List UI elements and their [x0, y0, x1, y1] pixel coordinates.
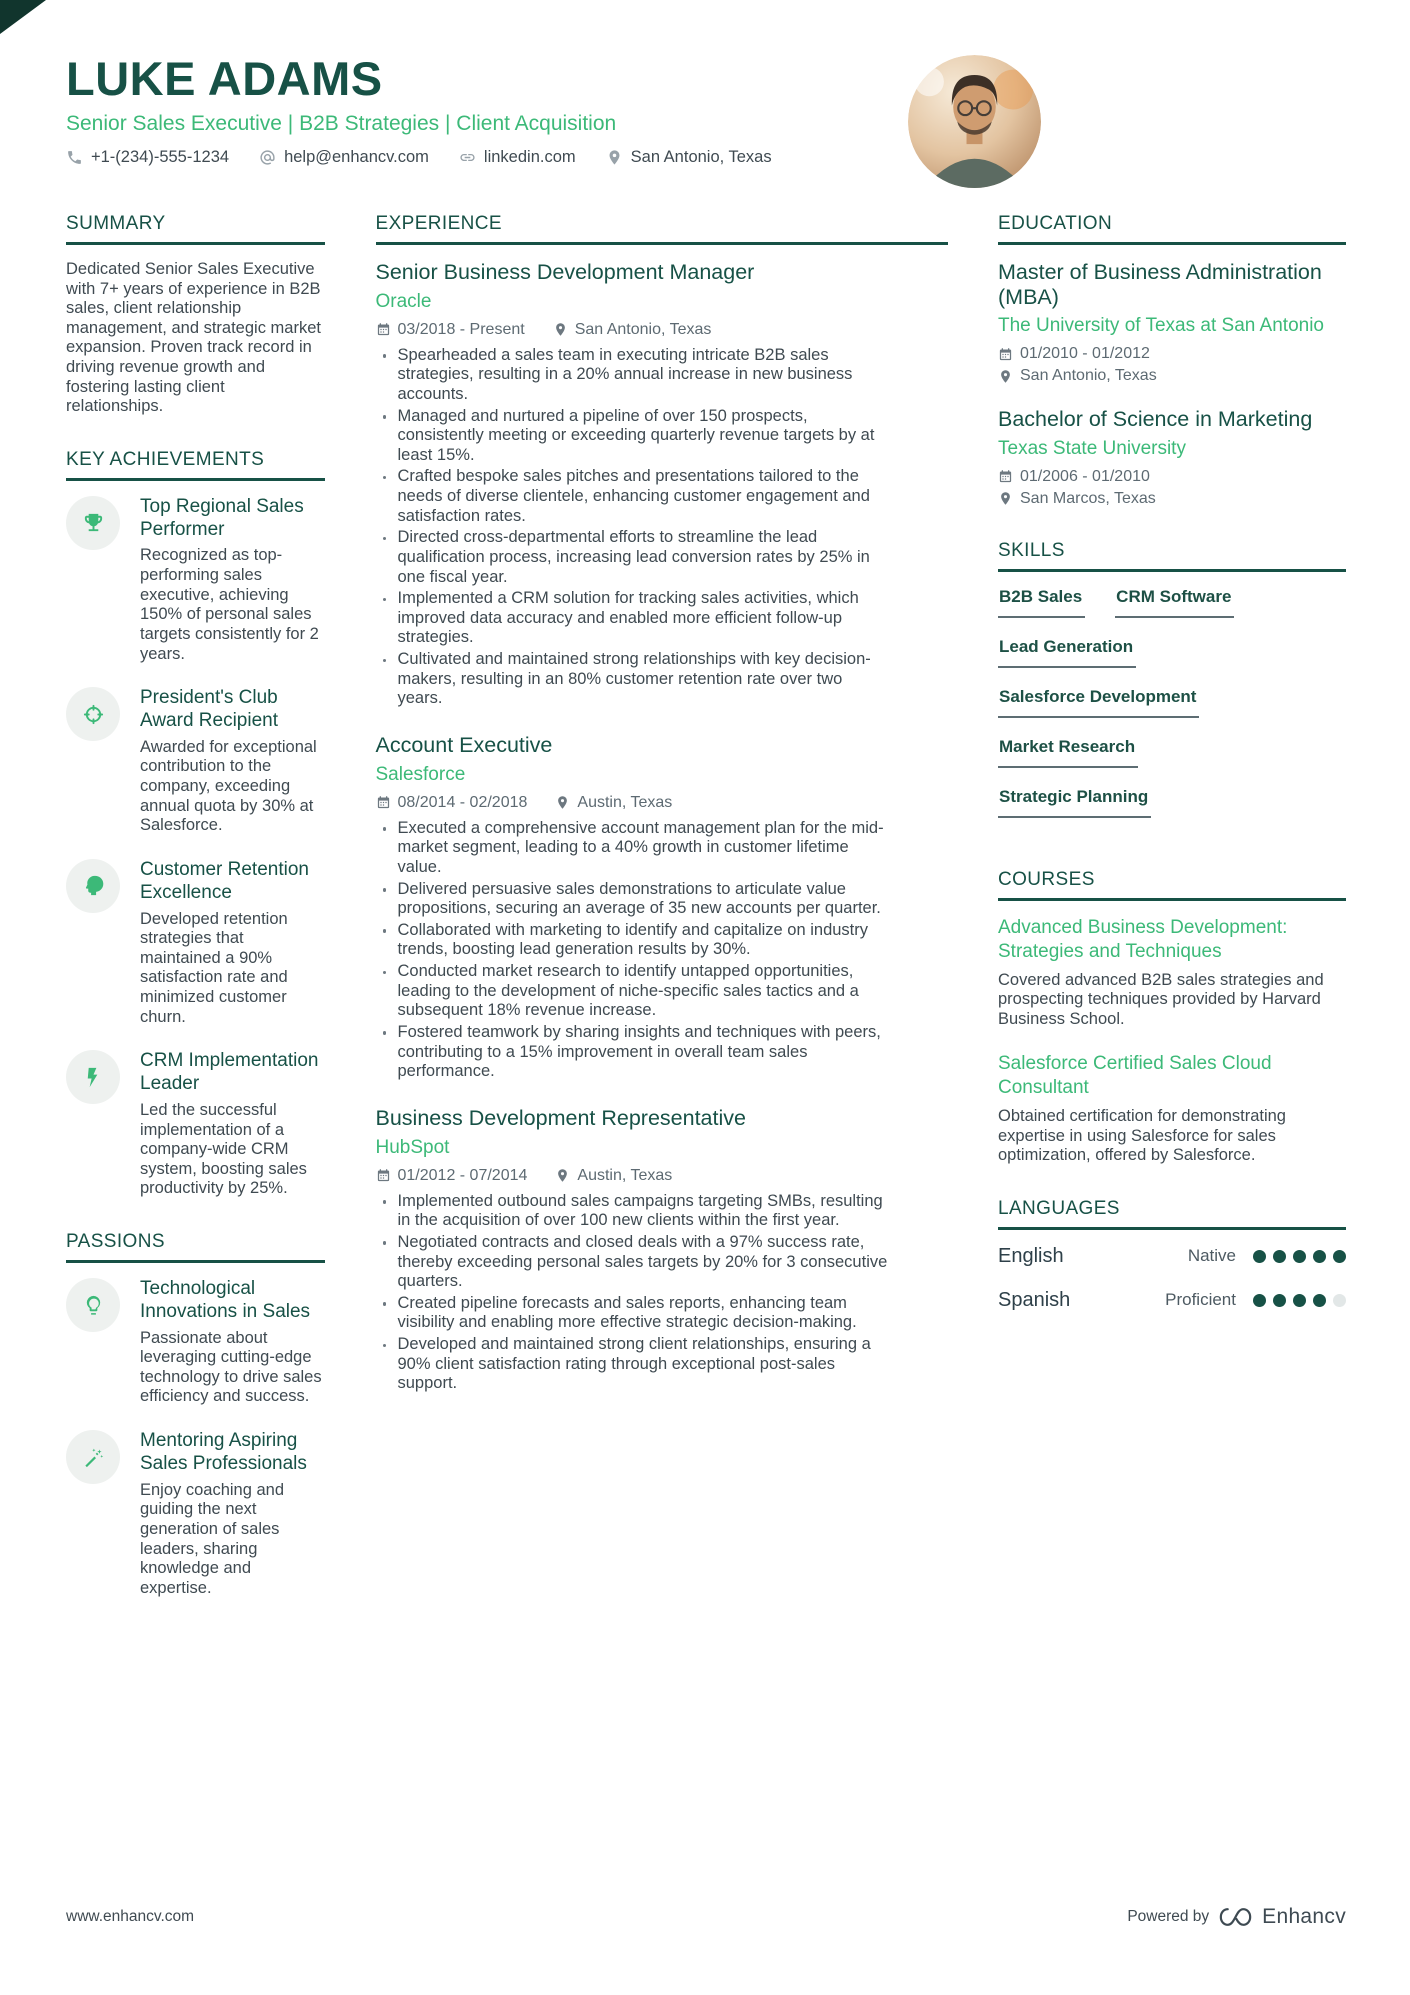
level-dots: [1253, 1294, 1346, 1307]
job-bullets: [376, 346, 948, 709]
level-dot: [1273, 1294, 1286, 1307]
job-dates: [376, 794, 528, 812]
company-name: HubSpot: [375, 1136, 450, 1158]
meta-text: 08/2014 - 02/2018: [397, 793, 528, 811]
job-bullet: Cultivated and maintained strong relationships with key decision-makers, resulting in an 80% customer retention rate over two years.: [376, 650, 891, 709]
achievement-description: Developed retention strategies that maintained a 90% satisfaction rate and minimized customer churn.: [140, 909, 288, 1026]
meta-text: Austin, Texas: [577, 1166, 673, 1184]
job-bullet: Managed and nurtured a pipeline of over 150 prospects, consistently meeting or exceeding quarterly revenue targets by at least 15%.: [376, 407, 891, 466]
calendar-icon: [376, 322, 391, 337]
lightbulb-icon: [82, 1294, 105, 1317]
passion-title: Technological Innovations in Sales: [140, 1278, 311, 1322]
level-dot: [1273, 1250, 1286, 1263]
passion-description: Passionate about leveraging cutting-edge technology to drive sales efficiency and success.: [140, 1328, 322, 1406]
job-entry: [376, 260, 948, 709]
course-description: Obtained certification for demonstrating expertise in using Salesforce for sales optimization, offered by Salesforce.: [998, 1106, 1286, 1165]
experience-heading: EXPERIENCE: [376, 213, 948, 245]
passion-body: [140, 1430, 325, 1598]
trophy-icon: [82, 511, 105, 534]
passion-body: [140, 1278, 325, 1407]
contact-row: [66, 148, 1346, 167]
degrees-list: [998, 260, 1346, 508]
degree-location: [998, 367, 1346, 385]
job-location: [553, 321, 712, 339]
achievement-body: [140, 1050, 325, 1199]
footer: [66, 1905, 1346, 1929]
level-dot: [1293, 1250, 1306, 1263]
contact-item[interactable]: [259, 148, 429, 167]
course-title: Advanced Business Development: Strategies and Techniques: [998, 916, 1288, 962]
degree-title: Master of Business Administration (MBA): [998, 259, 1322, 309]
contact-item[interactable]: [459, 148, 576, 167]
languages-heading: LANGUAGES: [998, 1198, 1346, 1230]
passions-section: [66, 1231, 325, 1598]
skill-item: Strategic Planning: [998, 787, 1151, 818]
brand-name: Enhancv: [1262, 1905, 1346, 1928]
headline: Senior Sales Executive | B2B Strategies | Client Acquisition: [66, 111, 617, 135]
achievement-title: Customer Retention Excellence: [140, 858, 309, 903]
course-entry: [998, 1052, 1346, 1166]
content-grid: [66, 213, 1346, 1631]
job-bullet: Negotiated contracts and closed deals with a 97% success rate, thereby exceeding personal sales targets by 20% for 3 consecutive quarters.: [376, 1233, 891, 1292]
right-column: [998, 213, 1346, 1631]
person-name: LUKE ADAMS: [66, 52, 383, 105]
passion-item: [66, 1430, 325, 1598]
meta-text: San Antonio, Texas: [1020, 367, 1157, 385]
skill-item: Salesforce Development: [998, 687, 1199, 718]
job-location: [555, 1167, 672, 1185]
job-dates: [376, 1167, 528, 1185]
lightning-icon: [82, 1066, 105, 1089]
contact-item: [66, 148, 229, 167]
experience-section: [376, 213, 948, 1394]
language-name: Spanish: [998, 1288, 1071, 1311]
header: [66, 52, 1346, 167]
job-title: Account Executive: [375, 732, 553, 757]
job-title: Business Development Representative: [375, 1105, 746, 1130]
meta-text: 01/2010 - 01/2012: [1020, 345, 1150, 363]
job-entry: [376, 1106, 948, 1394]
jobs-list: [376, 260, 948, 1394]
job-bullet: Implemented a CRM solution for tracking sales activities, which improved data accuracy and enabled more efficient follow-up strategies.: [376, 589, 891, 648]
skill-item: Lead Generation: [998, 637, 1136, 668]
skill-item: CRM Software: [1115, 587, 1234, 618]
passions-heading: PASSIONS: [66, 1231, 325, 1263]
courses-heading: COURSES: [998, 869, 1346, 901]
key-achievements-heading: KEY ACHIEVEMENTS: [66, 449, 325, 481]
achievement-item: [66, 687, 325, 836]
contact-text: help@enhancv.com: [284, 147, 429, 166]
languages-section: [998, 1198, 1346, 1312]
language-name: English: [998, 1244, 1064, 1267]
degree-entry: [998, 260, 1346, 385]
contact-item: [606, 148, 772, 167]
summary-section: [66, 213, 325, 417]
calendar-icon: [376, 1168, 391, 1183]
job-bullet: Directed cross-departmental efforts to streamline the lead qualification process, increasing lead conversion rates by 25% in one fiscal year.: [376, 528, 891, 587]
skills-heading: SKILLS: [998, 540, 1346, 572]
level-dot: [1333, 1250, 1346, 1263]
calendar-icon: [998, 347, 1013, 362]
middle-column: [376, 213, 948, 1631]
phone-icon: [66, 149, 83, 166]
location-pin-icon: [998, 369, 1013, 384]
education-section: [998, 213, 1346, 508]
course-title: Salesforce Certified Sales Cloud Consultant: [998, 1052, 1272, 1098]
level-dot: [1313, 1294, 1326, 1307]
achievement-description: Led the successful implementation of a company-wide CRM system, boosting sales productivity by 25%.: [140, 1100, 307, 1198]
job-meta: [376, 321, 948, 339]
meta-text: San Marcos, Texas: [1020, 489, 1156, 507]
course-description: Covered advanced B2B sales strategies and prospecting techniques provided by Harvard Business School.: [998, 970, 1324, 1029]
job-bullets: [376, 819, 948, 1082]
degree-dates: [998, 468, 1346, 486]
icon-bubble: [66, 1050, 120, 1104]
icon-bubble: [66, 859, 120, 913]
passion-item: [66, 1278, 325, 1407]
passions-list: [66, 1278, 325, 1598]
language-row: [998, 1245, 1346, 1268]
contact-text: linkedin.com: [483, 147, 576, 166]
job-meta: [376, 794, 948, 812]
passion-title: Mentoring Aspiring Sales Professionals: [140, 1430, 307, 1474]
contact-text: +1-(234)-555-1234: [91, 147, 230, 166]
job-bullet: Executed a comprehensive account management plan for the mid-market segment, leading to a 40% growth in customer lifetime value.: [376, 819, 891, 878]
powered-by[interactable]: [1127, 1905, 1346, 1929]
achievement-item: [66, 496, 325, 664]
meta-text: San Antonio, Texas: [574, 320, 712, 338]
achievement-description: Recognized as top-performing sales executive, achieving 150% of personal sales targets consistently for 2 years.: [140, 546, 319, 663]
location-pin-icon: [553, 322, 568, 337]
key-achievements-section: [66, 449, 325, 1199]
calendar-icon: [376, 795, 391, 810]
profile-photo: [908, 55, 1041, 188]
icon-bubble: [66, 1430, 120, 1484]
job-bullet: Fostered teamwork by sharing insights and techniques with peers, contributing to a 15% improvement in overall team sales performance.: [376, 1023, 891, 1082]
language-row: [998, 1289, 1346, 1312]
at-icon: [259, 149, 276, 166]
location-pin-icon: [606, 149, 623, 166]
meta-text: 01/2006 - 01/2010: [1020, 467, 1150, 485]
job-bullet: Created pipeline forecasts and sales reports, enhancing team visibility and enabling more effective strategic decision-making.: [376, 1294, 891, 1333]
job-meta: [376, 1167, 948, 1185]
avatar-illustration: [908, 55, 1041, 188]
magic-wand-icon: [82, 1446, 105, 1469]
job-bullets: [376, 1192, 948, 1394]
job-entry: [376, 733, 948, 1082]
location-pin-icon: [555, 1168, 570, 1183]
achievement-body: [140, 496, 325, 664]
courses-list: [998, 916, 1346, 1166]
job-bullet: Crafted bespoke sales pitches and presentations tailored to the needs of diverse clientele, enhancing customer engagement and satisfaction rates.: [376, 467, 891, 526]
achievement-body: [140, 687, 325, 836]
icon-bubble: [66, 496, 120, 550]
meta-text: 03/2018 - Present: [397, 320, 525, 338]
job-bullet: Spearheaded a sales team in executing intricate B2B sales strategies, resulting in a 20% annual increase in new business accounts.: [376, 346, 891, 405]
achievement-item: [66, 1050, 325, 1199]
contact-text: San Antonio, Texas: [630, 147, 772, 166]
meta-text: Austin, Texas: [577, 793, 673, 811]
location-pin-icon: [998, 491, 1013, 506]
degree-dates: [998, 345, 1346, 363]
left-column: [66, 213, 325, 1631]
icon-bubble: [66, 1278, 120, 1332]
job-location: [555, 794, 672, 812]
degree-entry: [998, 407, 1346, 507]
courses-section: [998, 869, 1346, 1166]
school-name: The University of Texas at San Antonio: [998, 315, 1324, 337]
enhancv-logo-icon: [1219, 1906, 1252, 1928]
meta-text: 01/2012 - 07/2014: [397, 1166, 528, 1184]
location-pin-icon: [555, 795, 570, 810]
summary-heading: SUMMARY: [66, 213, 325, 245]
summary-text: Dedicated Senior Sales Executive with 7+ years of experience in B2B sales, client relationship management, and strategic market expansion. Proven track record in driving revenue growth and fostering lasting client relationships.: [66, 259, 321, 416]
level-dot: [1293, 1294, 1306, 1307]
achievement-title: Top Regional Sales Performer: [140, 495, 304, 540]
degree-meta: [998, 468, 1346, 508]
job-bullet: Collaborated with marketing to identify and capitalize on industry trends, boosting lead generation results by 30%.: [376, 921, 891, 960]
achievement-description: Awarded for exceptional contribution to the company, exceeding annual quota by 30% at Salesforce.: [140, 737, 317, 835]
level-dot: [1253, 1294, 1266, 1307]
degree-location: [998, 490, 1346, 508]
achievement-body: [140, 859, 325, 1027]
calendar-icon: [998, 469, 1013, 484]
skill-item: B2B Sales: [998, 587, 1085, 618]
job-title: Senior Business Development Manager: [375, 259, 755, 284]
powered-by-label: Powered by: [1127, 1908, 1210, 1925]
language-level: Proficient: [1165, 1290, 1236, 1310]
job-bullet: Delivered persuasive sales demonstrations to articulate value propositions, securing an average of 35 new accounts per quarter.: [376, 880, 891, 919]
school-name: Texas State University: [998, 437, 1186, 459]
achievement-title: CRM Implementation Leader: [140, 1050, 319, 1095]
job-bullet: Developed and maintained strong client relationships, ensuring a 90% client satisfaction rating through exceptional post-sales support.: [376, 1335, 891, 1394]
achievement-item: [66, 859, 325, 1027]
degree-meta: [998, 345, 1346, 385]
link-icon: [459, 149, 476, 166]
achievements-list: [66, 496, 325, 1199]
level-dot: [1253, 1250, 1266, 1263]
footer-url[interactable]: www.enhancv.com: [66, 1908, 195, 1925]
level-dots: [1253, 1250, 1346, 1263]
skill-item: Market Research: [998, 737, 1138, 768]
course-entry: [998, 916, 1346, 1030]
job-bullet: Implemented outbound sales campaigns targeting SMBs, resulting in the acquisition of over 100 new clients within the first year.: [376, 1192, 891, 1231]
company-name: Oracle: [375, 290, 432, 312]
job-dates: [376, 321, 525, 339]
achievement-title: President's Club Award Recipient: [140, 687, 279, 732]
icon-bubble: [66, 687, 120, 741]
languages-list: [998, 1245, 1346, 1312]
skills-list: [998, 587, 1346, 837]
level-dot: [1313, 1250, 1326, 1263]
degree-title: Bachelor of Science in Marketing: [998, 407, 1313, 432]
education-heading: EDUCATION: [998, 213, 1346, 245]
target-icon: [82, 703, 105, 726]
skills-section: [998, 540, 1346, 837]
head-icon: [82, 874, 105, 897]
level-dot: [1333, 1294, 1346, 1307]
company-name: Salesforce: [375, 763, 466, 785]
job-bullet: Conducted market research to identify untapped opportunities, leading to the development of niche-specific sales tactics and a subsequent 18% revenue increase.: [376, 962, 891, 1021]
passion-description: Enjoy coaching and guiding the next generation of sales leaders, sharing knowledge and expertise.: [140, 1480, 285, 1597]
language-level: Native: [1187, 1246, 1236, 1266]
